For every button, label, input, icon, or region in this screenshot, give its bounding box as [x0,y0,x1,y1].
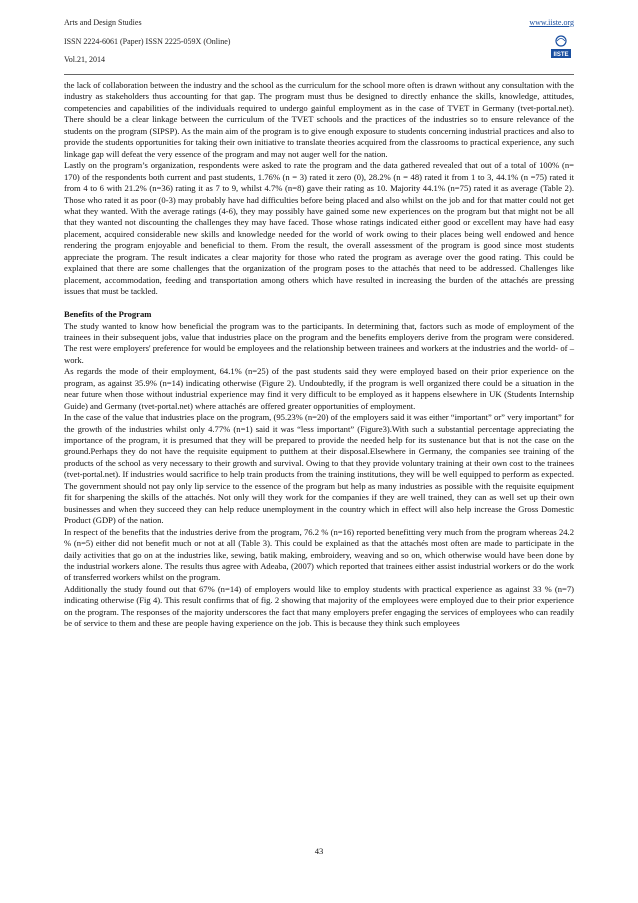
paragraph: As regards the mode of their employment, 64.1% (n=25) of the past students said they were employed based on their prior experience on the program, as against 35.9% (n=14) indicating otherwise (Figure 2). Undoubtedly, if the program is well organized there could be a situation in the near future when those without industrial experience may find it very difficult to be employed as it happens elsewhere in UK (Students Internship Guide) and Germany (tvet-portal.net) where attachés are offered greater opportunities of employment. [64,366,574,411]
paragraph: The study wanted to know how beneficial the program was to the participants. In determining that, factors such as mode of employment of the trainees in their subsequent jobs, value that industries place on the program and the benefits employers derive from the program were considered. The rest were employers' preference for would be employees and the relationship between trainees and workers at the industries and the world- of –work. [64,320,574,365]
header-divider [64,74,574,75]
paragraph: In the case of the value that industries place on the program, (95.23% (n=20) of the employers said it was either “important” or” very important” for the growth of the industries whilst only 4.77% (n=1) said it was “less important” (Figure3).With such a substantial percentage appreciating the importance of the program, it is presumed that they will be prepared to provide the needed help for its sustenance but that is not the case on the ground.Perhaps they do not have the requisite equipment to putthem at their disposal.Elsewhere in Germany, the companies see training of the products of the school as very necessary to their growth and survival. Owing to that they provide voluntary training at their own cost to the trainees (tvet-portal.net). If industries would sacrifice to help train products from the training institutions, they will be well equipped to perform as expected. The government should not pay only lip service to the essence of the program but help as many industries as possible with the requisite equipment fit for sharpening the skills of the attachés. Not only will they work for the companies if they are well trained, they can as well set up their own businesses and when they succeed they can help reduce unemployment in the country which in effect will also help increase the Gross Domestic Product (GDP) of the nation. [64,412,574,526]
paragraph: In respect of the benefits that the industries derive from the program, 76.2 % (n=16) reported benefitting very much from the program whereas 24.2 % (n=5) either did not benefit much or not at all (Table 3). This could be explained as that the attachés most often are made to participate in the daily activities that go on at the industries like, sewing, batik making, embroidery, weaving and so on, which otherwise would have been done by the industrial workers alone. The results thus agree with Adeaba, (2007) which reported that trainees either assist industrial workers or do the work of transferred workers whilst on the program. [64,526,574,583]
logo-text: IISTE [553,52,569,58]
section-heading: Benefits of the Program [64,309,152,320]
paragraph: Lastly on the program’s organization, respondents were asked to rate the program and the data gathered revealed that out of a total of 100% (n= 170) of the respondents both current and past students, 1.76% (n = 3) rated it zero (0), 28.2% (n = 48) rated it from 1 to 3, 44.1% (n =75) rated it from 4 to 6 with 21.2% (n=36) rating it as 7 to 9, whilst 4.7% (n=8) gave their rating as 10. Majority 44.1% (n=75) rated it as average (Table 2). Those who rated it as poor (0-3) may probably have had difficulties before being placed and also whilst on the job and for that matter could not get what they wanted. With the average ratings (4-6), they may possibly have gained some new experiences on the program but that might not be all that they wanted not discounting the challenges they may have faced. Those whose ratings indicated either good or excellent may have had easy placement, acquired considerable new skills and knowledge needed for the world of work owing to their places being well endowed and hence rendering the program enjoyable and beneficial to them. From the result, the overall assessment of the program is good since most students appreciate the program. The result indicates a clear majority for those who rated the program as average over the good rating. This could be explained that there are some challenges that the organization of the program poses to the attachés that need to be addressed. Challenges like placement, accommodation, feeding and transportation among others which have resulted in increasing the burden of the attachés are pressing issues that must be tackled. [64,160,574,297]
volume-line: Vol.21, 2014 [64,55,105,64]
paragraph: Additionally the study found out that 67% (n=14) of employers would like to employ students with practical experience as against 33 % (n=7) indicating otherwise (Fig 4). This result confirms that of fig. 2 showing that majority of the employees were employed due to their prior experience on the program. The responses of the majority underscores the fact that many employers prefer engaging the services of employees who can readily be of service to them and these are people having experience on the job. This is because they think such employees [64,583,574,629]
iiste-logo-icon [548,34,574,60]
journal-url-link[interactable]: www.iiste.org [529,18,574,27]
paragraph-gap [64,298,574,309]
journal-name: Arts and Design Studies [64,18,142,27]
running-header [64,14,230,70]
issn-line: ISSN 2224-6061 (Paper) ISSN 2225-059X (Online) [64,36,231,46]
article-body [64,80,574,630]
page-number: 43 [314,846,324,856]
paragraph: the lack of collaboration between the industry and the school as the curriculum for the school more often is drawn without any consultation with the industry as stakeholders thus accounting for that gap. The program must thus be designed to directly enhance the skills, knowledge, attitudes, competencies and capabilities of the individuals required to undergo gainful employment as in the case of TVET in Germany (tvet-portal.net). There should be a clear linkage between the curriculum of the TVET schools and the practices of the industries so to ensure relevance of the students on the program (SIPSP). As the main aim of the program is to give enough exposure to students concerning industrial practices and also to provide the students opportunities for taking their own initiative to translate theories acquired from the classrooms to practical experience, any such linkage gap will defeat the very essence of the program and may not auger well for the nation. [64,80,574,159]
